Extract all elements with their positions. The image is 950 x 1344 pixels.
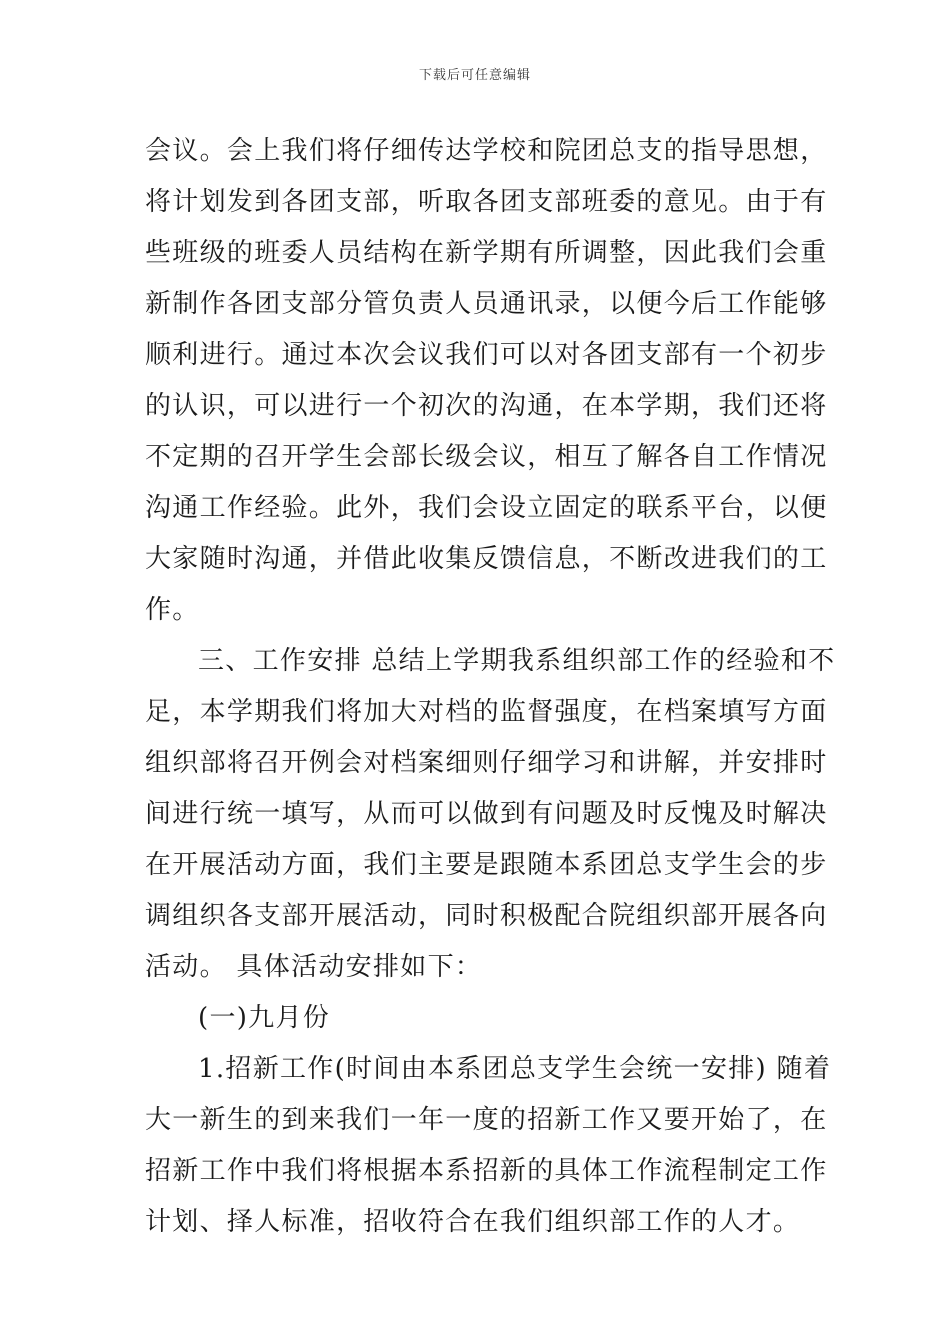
text-line: 招新工作中我们将根据本系招新的具体工作流程制定工作 xyxy=(145,1156,828,1186)
text-line: 的认识，可以进行一个初次的沟通，在本学期，我们还将 xyxy=(145,391,828,421)
text-line: 大一新生的到来我们一年一度的招新工作又要开始了，在 xyxy=(145,1105,828,1135)
text-line: 不定期的召开学生会部长级会议，相互了解各自工作情况 xyxy=(145,442,828,472)
text-line: 调组织各支部开展活动，同时积极配合院组织部开展各向 xyxy=(145,901,828,931)
text-line: 作。 xyxy=(145,595,200,625)
page-header: 下载后可任意编辑 xyxy=(418,68,531,83)
text-line: 足，本学期我们将加大对档的监督强度，在档案填写方面 xyxy=(145,697,828,727)
text-line: 计划、择人标准，招收符合在我们组织部工作的人才。 xyxy=(145,1207,801,1237)
text-line: 顺利进行。通过本次会议我们可以对各团支部有一个初步 xyxy=(145,340,828,370)
section-heading-line: 三、工作安排 总结上学期我系组织部工作的经验和不 xyxy=(198,646,836,676)
subsection-heading-line: (一)九月份 xyxy=(198,1003,331,1033)
text-line: 在开展活动方面，我们主要是跟随本系团总支学生会的步 xyxy=(145,850,828,880)
text-line: 些班级的班委人员结构在新学期有所调整，因此我们会重 xyxy=(145,238,828,268)
text-line: 大家随时沟通，并借此收集反馈信息，不断改进我们的工 xyxy=(145,544,828,574)
body-text xyxy=(145,126,836,1248)
text-line: 活动。 具体活动安排如下： xyxy=(145,952,483,982)
text-line: 新制作各团支部分管负责人员通讯录，以便今后工作能够 xyxy=(145,289,828,319)
text-line: 沟通工作经验。此外，我们会设立固定的联系平台，以便 xyxy=(145,493,828,523)
text-line: 间进行统一填写，从而可以做到有问题及时反愧及时解决 xyxy=(145,799,828,829)
list-item-line: 1.招新工作(时间由本系团总支学生会统一安排) 随着 xyxy=(198,1054,832,1084)
text-line: 将计划发到各团支部，听取各团支部班委的意见。由于有 xyxy=(145,187,828,217)
text-line: 组织部将召开例会对档案细则仔细学习和讲解，并安排时 xyxy=(145,748,828,778)
text-line: 会议。会上我们将仔细传达学校和院团总支的指导思想， xyxy=(145,136,828,166)
